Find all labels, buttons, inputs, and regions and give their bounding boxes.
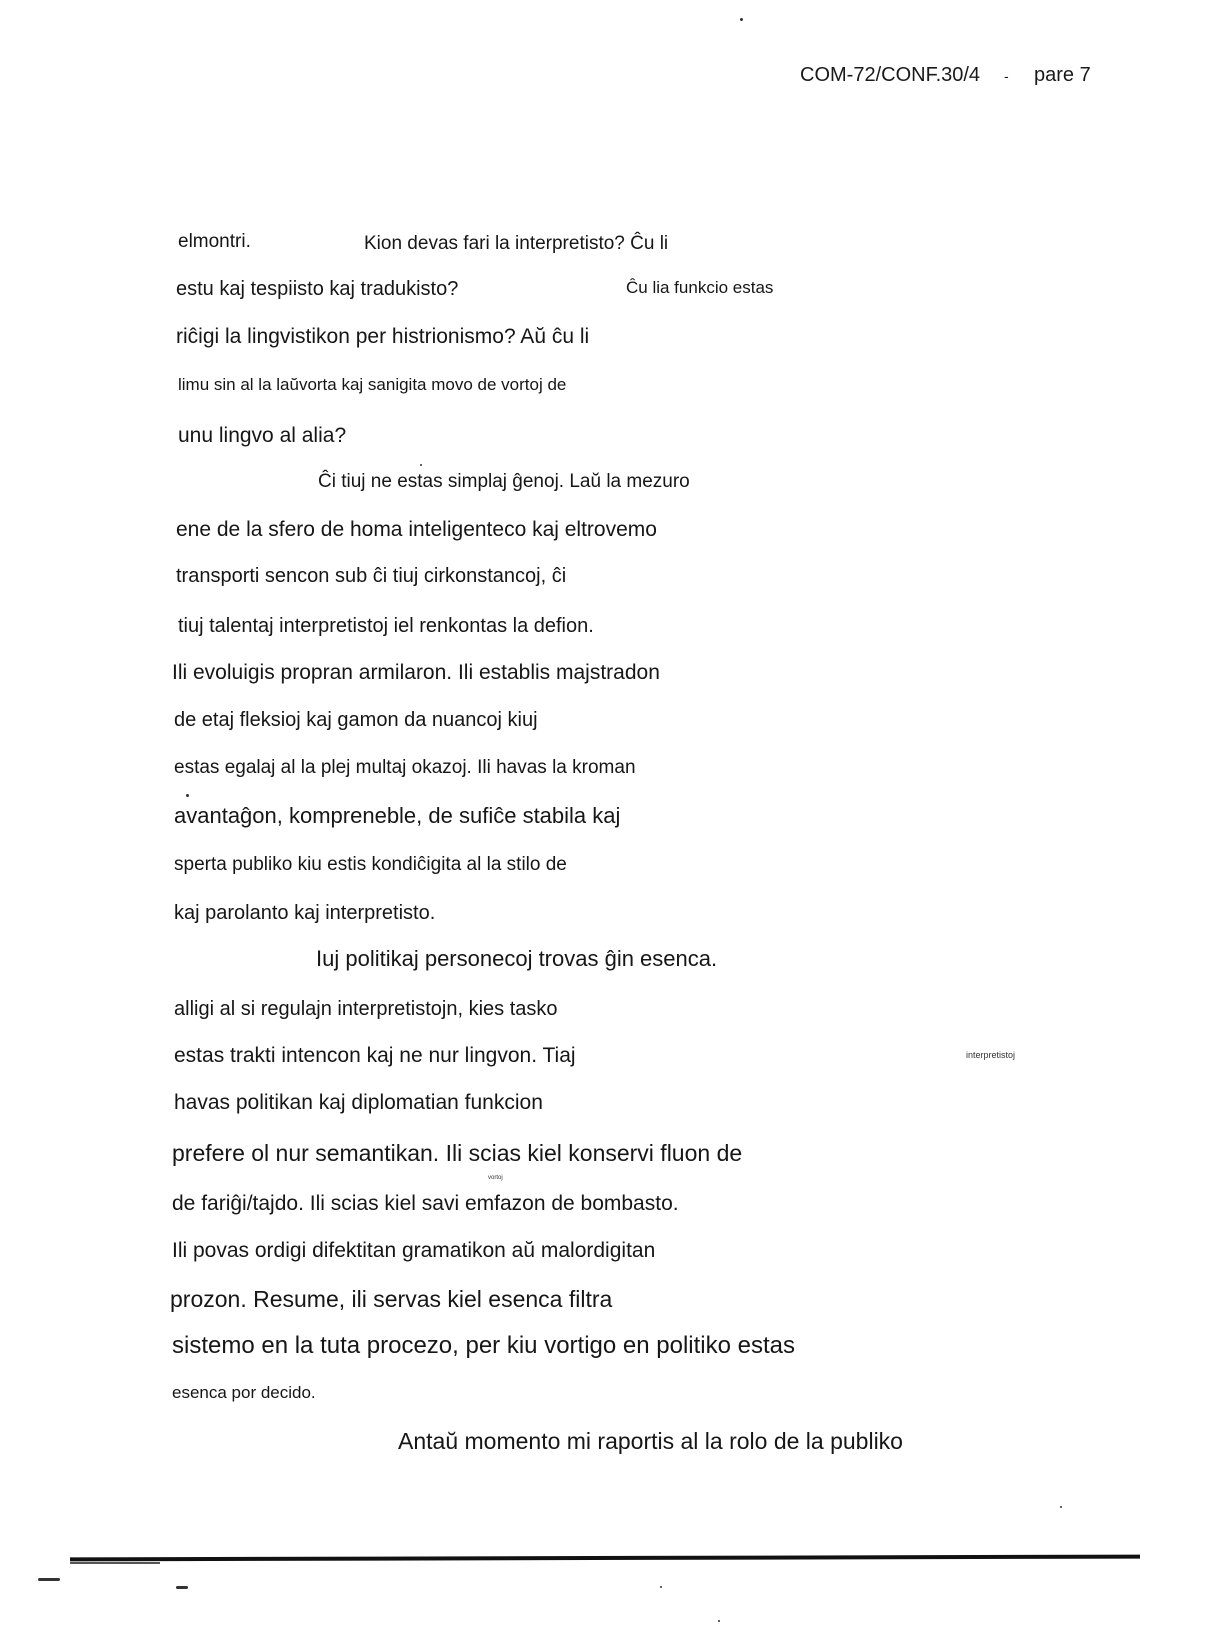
body-line: limu sin al la laŭvorta kaj sanigita movo de vortoj de (178, 375, 567, 394)
body-line: transporti sencon sub ĉi tiuj cirkonstancoj, ĉi (176, 565, 567, 587)
scan-speck (718, 1620, 720, 1622)
body-line: elmontri. (178, 231, 251, 252)
header-separator: - (1004, 68, 1009, 84)
scan-speck (660, 1586, 662, 1588)
body-line: estas egalaj al la plej multaj okazoj. Ili havas la kroman (174, 757, 636, 778)
body-line: riĉigi la lingvistikon per histrionismo? Aŭ ĉu li (176, 325, 590, 348)
body-line: esenca por decido. (172, 1383, 316, 1402)
body-line: havas politikan kaj diplomatian funkcion (174, 1091, 543, 1114)
footer-rule (70, 1555, 1140, 1562)
body-line: estu kaj tespiisto kaj tradukisto? (176, 278, 459, 300)
body-line: avantaĝon, kompreneble, de sufiĉe stabila kaj (174, 803, 621, 828)
body-line: de etaj fleksioj kaj gamon da nuancoj kiuj (174, 709, 538, 731)
body-line: Ĉi tiuj ne estas simplaj ĝenoj. Laŭ la mezuro (318, 471, 690, 492)
body-line: unu lingvo al alia? (178, 424, 347, 447)
scan-speck (176, 1586, 188, 1589)
body-line: Iuj politikaj personecoj trovas ĝin esenca. (316, 946, 718, 971)
scan-speck (38, 1578, 60, 1581)
body-line: alligi al si regulajn interpretistojn, kies tasko (174, 998, 558, 1020)
body-line: estas trakti intencon kaj ne nur lingvon. Tiaj (174, 1044, 576, 1067)
body-line: Ili povas ordigi difektitan gramatikon aŭ malordigitan (172, 1239, 656, 1262)
body-line: tiuj talentaj interpretistoj iel renkontas la defion. (178, 615, 594, 637)
scan-speck (740, 18, 743, 21)
body-line: sperta publiko kiu estis kondiĉigita al la stilo de (174, 854, 567, 875)
scan-speck (1060, 1506, 1062, 1508)
body-line: Kion devas fari la interpretisto? Ĉu li (364, 233, 669, 254)
body-line: Ili evoluigis propran armilaron. Ili establis majstradon (172, 661, 660, 684)
body-line: Ĉu lia funkcio estas (626, 278, 774, 297)
page-number: pare 7 (1034, 64, 1091, 86)
body-line: ene de la sfero de homa inteligenteco kaj eltrovemo (176, 518, 657, 541)
interlinear-note: vortoj (488, 1175, 503, 1181)
body-line: sistemo en la tuta procezo, per kiu vortigo en politiko estas (172, 1332, 795, 1359)
body-line: de fariĝi/tajdo. Ili scias kiel savi emfazon de bombasto. (172, 1192, 679, 1215)
margin-note: interpretistoj (966, 1050, 1016, 1060)
document-code: COM-72/CONF.30/4 (800, 64, 981, 86)
footer-rule-underline (70, 1562, 160, 1564)
scan-speck (420, 464, 422, 466)
body-line: kaj parolanto kaj interpretisto. (174, 902, 436, 924)
body-line: prozon. Resume, ili servas kiel esenca filtra (170, 1286, 613, 1312)
scan-speck (186, 794, 189, 797)
body-line: Antaŭ momento mi raportis al la rolo de la publiko (398, 1428, 903, 1454)
body-line: prefere ol nur semantikan. Ili scias kiel konservi fluon de (172, 1140, 743, 1166)
